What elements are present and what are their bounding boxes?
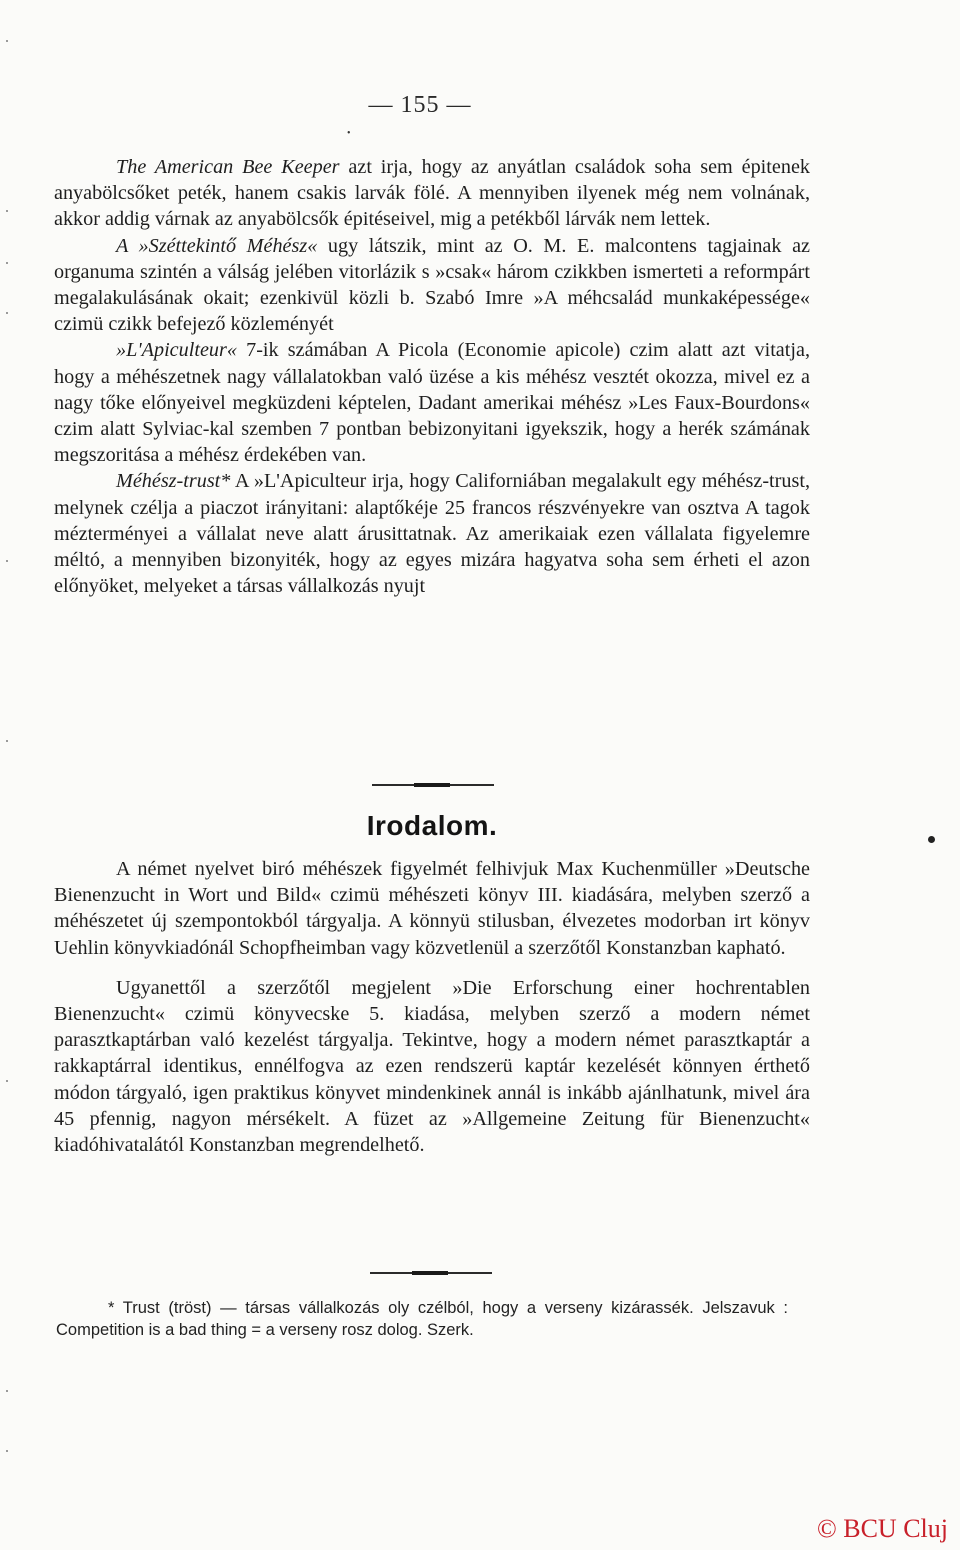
section-title: Irodalom. [366, 810, 498, 841]
scan-margin-marks [6, 0, 8, 1550]
paragraph-trust: Méhész-trust* A »L'Apiculteur irja, hogy Californiában megalakult egy méhész-trust, melynek czélja a piaczot irányitani: alaptőkéje 25 francos részvényekre van osztva A tagok mézterményei a vállalat neve alatt árusittatnak. Az amerikaiak ezen vállalata figyelemre méltó, a mennyiben bizonyiték, hogy az egyes mizára hagyatva soha sem érheti el azon előnyöket, melyeket a társas vállalkozás nyujt [54, 470, 810, 598]
page-number: — 155 — [368, 92, 472, 118]
journal-title-apiculteur: »L'Apiculteur« [116, 339, 237, 362]
journal-title-bee-keeper: The American Bee Keeper [116, 156, 340, 178]
section-divider [372, 784, 494, 786]
paragraph-apiculteur: »L'Apiculteur« 7-ik számában A Picola (Economie apicole) czim alatt azt vitatja, hogy a méhészetnek nagy vállalatokban való üzése a kis méhész vesztét okozza, mivel ez a nagy tőke előnyeivel megküzdeni képtelen, Dadant amerikai méhész »Les Faux-Bourdons« czim alatt Sylviac-kal szemben 7 pontban bebizonyitani igyekszik, hogy a herék számának megszoritása a méhész érdekében van. [54, 339, 810, 467]
literature-section [54, 856, 810, 1158]
article-top [54, 154, 810, 599]
scan-dot [928, 836, 935, 843]
scan-speck: • [347, 128, 351, 139]
paragraph-szettekinto: A »Széttekintő Méhész« ugy látszik, mint az O. M. E. malcontens tagjainak az organuma szintén a válság jelében vitorlázik s »csak« három czikkben ismerteti a reformpárt megalakulásának okait; ezenkivül közli b. Szabó Imre »A méhcsalád munkaképessége« czimü czikk befejező közleményét [54, 234, 810, 336]
watermark: © BCU Cluj [816, 1514, 948, 1543]
heading-mehesz-trust: Méhész-trust* [116, 470, 231, 493]
paragraph-bee-keeper: The American Bee Keeper azt irja, hogy az anyátlan családok soha sem épitenek anyabölcsőket peték, hanem csakis larvák fölé. A mennyiben ilyenek még nem volnának, akkor addig várnak az anyabölcsők épitéseivel, mig a petékből lárvák nem lettek. [54, 156, 810, 231]
footnote [56, 1297, 788, 1341]
paragraph-erforschung: Ugyanettől a szerzőtől megjelent »Die Erforschung einer hochrentablen Bienenzucht« czimü könyvecske 5. kiadása, melyben szerző a modern német parasztkaptárban való kezelést tárgyalja. Tekintve, hogy a modern német parasztkaptár a rakkaptárral identikus, ennélfogva az ezen rendszerü kaptár kezelését könnyen érthető módon tárgyaló, igen praktikus könyvet mindenkinek annál is inkább ajánlhatunk, mivel ára 45 pfennig, nagyon mérsékelt. A füzet az »Allgemeine Zeitung für Bienenzucht« kiadóhivatalától Konstanzban megrendelhető. [54, 976, 810, 1157]
footnote-divider [370, 1272, 492, 1274]
footnote-text: * Trust (tröst) — társas vállalkozás oly czélból, hogy a verseny kizárassék. Jelszavuk : Competition is a bad thing = a verseny rosz dolog. Szerk. [56, 1299, 788, 1339]
paragraph-kuchenmuller: A német nyelvet biró méhészek figyelmét felhivjuk Max Kuchenmüller »Deutsche Bienenzucht in Wort und Bild« czimü méhészeti könyv III. kiadására, melyben szerző a méhészetet új szempontokból tárgyalja. A könnyü stilusban, élvezetes modorban irt könyv Uehlin könyvkiadónál Schopfheimban vagy közvetlenül a szerzőtől Konstanzban kapható. [54, 858, 810, 959]
journal-title-szettekinto: A »Széttekintő Méhész« [116, 234, 318, 257]
